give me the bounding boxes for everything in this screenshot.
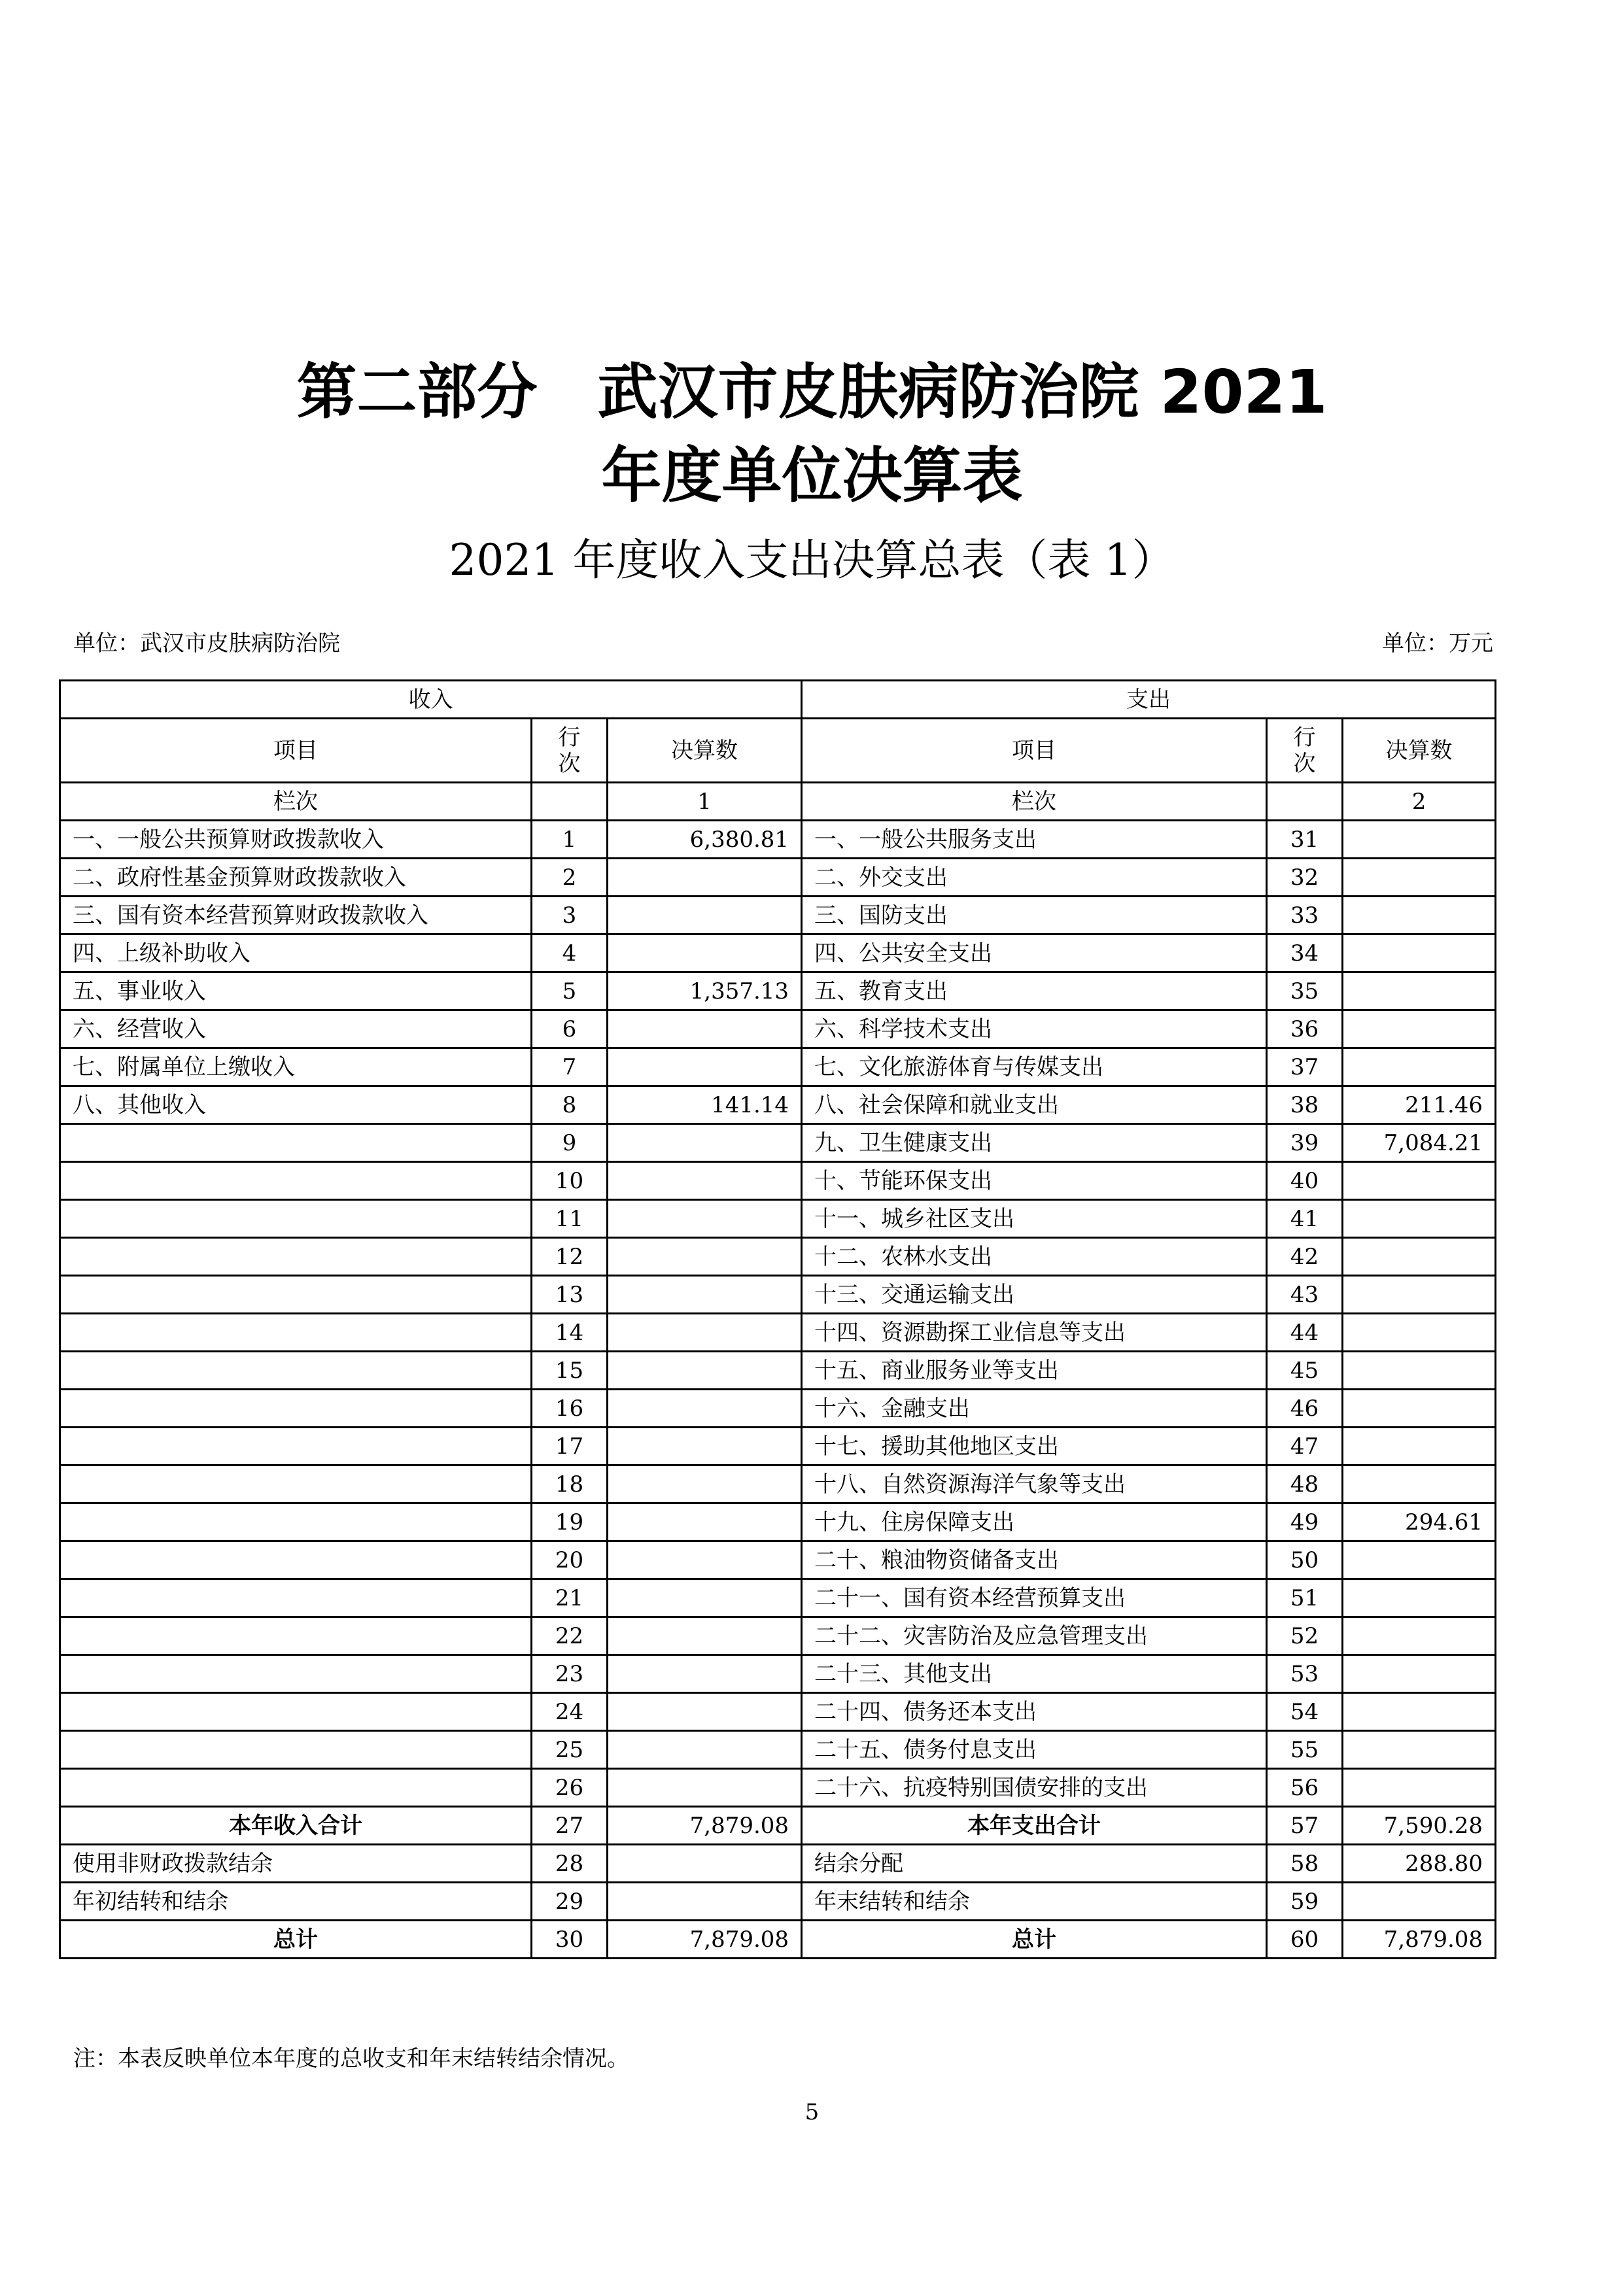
table-row <box>60 1693 1496 1731</box>
expense-amount-cell: 211.46 <box>1343 1086 1496 1124</box>
income-item-cell <box>60 1731 532 1769</box>
table-row <box>60 1124 1496 1162</box>
expense-item-cell: 十九、住房保障支出 <box>802 1503 1267 1541</box>
expense-amount-cell: 288.80 <box>1343 1845 1496 1883</box>
expense-item-cell: 五、教育支出 <box>802 972 1267 1010</box>
table-row <box>60 1200 1496 1238</box>
table-row <box>60 897 1496 934</box>
expense-item-cell: 十五、商业服务业等支出 <box>802 1352 1267 1390</box>
expense-item-cell: 二十二、灾害防治及应急管理支出 <box>802 1617 1267 1655</box>
income-amount-cell <box>608 1352 802 1390</box>
income-amount-cell <box>608 1390 802 1428</box>
income-item-cell: 总计 <box>60 1921 532 1959</box>
income-item-cell <box>60 1693 532 1731</box>
income-amount-cell <box>608 1276 802 1314</box>
income-index-number: 1 <box>608 783 802 821</box>
income-item-cell <box>60 1579 532 1617</box>
income-item-cell: 一、一般公共预算财政拨款收入 <box>60 821 532 859</box>
table-subtitle: 2021 年度收入支出决算总表（表 1） <box>449 535 1175 585</box>
income-amount-cell <box>608 1731 802 1769</box>
income-amount-cell: 6,380.81 <box>608 821 802 859</box>
income-line-cell: 15 <box>532 1352 608 1390</box>
income-amount-cell <box>608 1048 802 1086</box>
expense-item-cell: 四、公共安全支出 <box>802 934 1267 972</box>
table-row <box>60 1086 1496 1124</box>
table-row <box>60 859 1496 897</box>
expense-index-line <box>1267 783 1343 821</box>
income-item-cell <box>60 1124 532 1162</box>
income-index-line <box>532 783 608 821</box>
table-row <box>60 1010 1496 1048</box>
income-line-cell: 16 <box>532 1390 608 1428</box>
income-amount-cell <box>608 1541 802 1579</box>
expense-line-cell: 53 <box>1267 1655 1343 1693</box>
expense-amount-cell: 7,590.28 <box>1343 1807 1496 1845</box>
income-item-cell: 四、上级补助收入 <box>60 934 532 972</box>
table-row <box>60 1617 1496 1655</box>
expense-line-cell: 42 <box>1267 1238 1343 1276</box>
expense-item-cell: 三、国防支出 <box>802 897 1267 934</box>
income-line-cell: 20 <box>532 1541 608 1579</box>
income-line-cell: 11 <box>532 1200 608 1238</box>
income-amount-cell <box>608 1655 802 1693</box>
table-row <box>60 1731 1496 1769</box>
income-amount-cell <box>608 1579 802 1617</box>
expense-amount-cell <box>1343 972 1496 1010</box>
expense-amount-cell <box>1343 1390 1496 1428</box>
expense-line-cell: 34 <box>1267 934 1343 972</box>
expense-item-cell: 二十、粮油物资储备支出 <box>802 1541 1267 1579</box>
income-item-cell: 使用非财政拨款结余 <box>60 1845 532 1883</box>
income-item-cell <box>60 1276 532 1314</box>
expense-amount-cell <box>1343 1010 1496 1048</box>
income-expense-table <box>59 679 1496 1959</box>
expense-line-cell: 56 <box>1267 1769 1343 1807</box>
expense-amount-header: 决算数 <box>1343 719 1496 783</box>
income-line-cell: 3 <box>532 897 608 934</box>
table-row <box>60 1541 1496 1579</box>
expense-amount-cell <box>1343 934 1496 972</box>
income-amount-cell <box>608 934 802 972</box>
section-header-row <box>60 681 1496 719</box>
income-amount-cell <box>608 1010 802 1048</box>
income-amount-cell <box>608 1883 802 1921</box>
income-line-cell: 7 <box>532 1048 608 1086</box>
income-item-cell: 七、附属单位上缴收入 <box>60 1048 532 1086</box>
income-line-header <box>532 719 608 783</box>
income-line-cell: 25 <box>532 1731 608 1769</box>
table-row <box>60 1048 1496 1086</box>
expense-line-cell: 48 <box>1267 1465 1343 1503</box>
expense-amount-cell <box>1343 897 1496 934</box>
expense-line-header <box>1267 719 1343 783</box>
income-amount-cell <box>608 859 802 897</box>
expense-amount-cell <box>1343 1238 1496 1276</box>
table-row <box>60 934 1496 972</box>
expense-line-cell: 36 <box>1267 1010 1343 1048</box>
income-amount-cell <box>608 1124 802 1162</box>
income-item-cell <box>60 1162 532 1200</box>
expense-item-cell: 十二、农林水支出 <box>802 1238 1267 1276</box>
income-item-cell: 八、其他收入 <box>60 1086 532 1124</box>
income-item-cell <box>60 1465 532 1503</box>
expense-line-cell: 60 <box>1267 1921 1343 1959</box>
income-line-cell: 24 <box>532 1693 608 1731</box>
expense-line-cell: 49 <box>1267 1503 1343 1541</box>
total-row <box>60 1921 1496 1959</box>
income-line-cell: 27 <box>532 1807 608 1845</box>
expense-item-cell: 总计 <box>802 1921 1267 1959</box>
expense-line-cell: 57 <box>1267 1807 1343 1845</box>
table-row <box>60 1352 1496 1390</box>
expense-item-cell: 十、节能环保支出 <box>802 1162 1267 1200</box>
table-row <box>60 1579 1496 1617</box>
expense-section-header: 支出 <box>802 681 1496 719</box>
table-row <box>60 1276 1496 1314</box>
expense-line-cell: 39 <box>1267 1124 1343 1162</box>
table-row <box>60 1655 1496 1693</box>
income-amount-cell <box>608 1693 802 1731</box>
table-row <box>60 1162 1496 1200</box>
expense-item-cell: 二十一、国有资本经营预算支出 <box>802 1579 1267 1617</box>
expense-line-cell: 46 <box>1267 1390 1343 1428</box>
income-item-cell: 六、经营收入 <box>60 1010 532 1048</box>
income-item-cell <box>60 1617 532 1655</box>
income-amount-cell: 141.14 <box>608 1086 802 1124</box>
income-item-cell <box>60 1428 532 1465</box>
expense-amount-cell <box>1343 1465 1496 1503</box>
income-item-cell <box>60 1314 532 1352</box>
income-line-cell: 18 <box>532 1465 608 1503</box>
income-line-cell: 21 <box>532 1579 608 1617</box>
expense-amount-cell <box>1343 821 1496 859</box>
income-line-cell: 14 <box>532 1314 608 1352</box>
income-line-cell: 8 <box>532 1086 608 1124</box>
expense-item-cell: 九、卫生健康支出 <box>802 1124 1267 1162</box>
income-line-cell: 13 <box>532 1276 608 1314</box>
expense-amount-cell <box>1343 1617 1496 1655</box>
expense-item-cell: 七、文化旅游体育与传媒支出 <box>802 1048 1267 1086</box>
expense-line-cell: 44 <box>1267 1314 1343 1352</box>
expense-line-cell: 37 <box>1267 1048 1343 1086</box>
income-line-cell: 6 <box>532 1010 608 1048</box>
document-title-line1: 第二部分 武汉市皮肤病防治院 2021 <box>296 357 1328 427</box>
income-amount-cell <box>608 1314 802 1352</box>
expense-amount-cell <box>1343 1314 1496 1352</box>
income-amount-cell: 7,879.08 <box>608 1807 802 1845</box>
expense-item-cell: 二十六、抗疫特别国债安排的支出 <box>802 1769 1267 1807</box>
expense-item-cell: 十七、援助其他地区支出 <box>802 1428 1267 1465</box>
reporting-unit: 单位：武汉市皮肤病防治院 <box>73 630 340 657</box>
expense-item-cell: 二十三、其他支出 <box>802 1655 1267 1693</box>
document-title-line2: 年度单位决算表 <box>601 441 1023 511</box>
income-line-cell: 9 <box>532 1124 608 1162</box>
table-row <box>60 821 1496 859</box>
page-number: 5 <box>804 2099 820 2125</box>
expense-index-number: 2 <box>1343 783 1496 821</box>
income-amount-cell <box>608 1769 802 1807</box>
income-amount-cell <box>608 1428 802 1465</box>
income-item-cell: 二、政府性基金预算财政拨款收入 <box>60 859 532 897</box>
expense-amount-cell <box>1343 1693 1496 1731</box>
line-header-top: 行 <box>1293 724 1316 751</box>
income-line-cell: 22 <box>532 1617 608 1655</box>
expense-item-cell: 结余分配 <box>802 1845 1267 1883</box>
expense-item-cell: 八、社会保障和就业支出 <box>802 1086 1267 1124</box>
expense-item-cell: 二十五、债务付息支出 <box>802 1731 1267 1769</box>
income-line-cell: 29 <box>532 1883 608 1921</box>
expense-item-cell: 十六、金融支出 <box>802 1390 1267 1428</box>
income-section-header: 收入 <box>60 681 802 719</box>
table-row <box>60 1845 1496 1883</box>
income-amount-header: 决算数 <box>608 719 802 783</box>
table-row <box>60 1314 1496 1352</box>
expense-item-cell: 二、外交支出 <box>802 859 1267 897</box>
table-row <box>60 1238 1496 1276</box>
income-item-cell: 本年收入合计 <box>60 1807 532 1845</box>
expense-amount-cell <box>1343 1162 1496 1200</box>
expense-line-cell: 51 <box>1267 1579 1343 1617</box>
income-amount-cell <box>608 1200 802 1238</box>
income-amount-cell <box>608 1162 802 1200</box>
expense-amount-cell: 7,084.21 <box>1343 1124 1496 1162</box>
income-line-cell: 10 <box>532 1162 608 1200</box>
expense-item-cell: 十八、自然资源海洋气象等支出 <box>802 1465 1267 1503</box>
expense-index-label: 栏次 <box>802 783 1267 821</box>
expense-amount-cell: 7,879.08 <box>1343 1921 1496 1959</box>
expense-line-cell: 58 <box>1267 1845 1343 1883</box>
income-amount-cell: 1,357.13 <box>608 972 802 1010</box>
income-line-cell: 26 <box>532 1769 608 1807</box>
income-line-cell: 28 <box>532 1845 608 1883</box>
expense-item-cell: 六、科学技术支出 <box>802 1010 1267 1048</box>
income-amount-cell <box>608 1238 802 1276</box>
expense-amount-cell <box>1343 859 1496 897</box>
expense-line-cell: 55 <box>1267 1731 1343 1769</box>
expense-line-cell: 32 <box>1267 859 1343 897</box>
income-line-cell: 2 <box>532 859 608 897</box>
expense-item-cell: 年末结转和结余 <box>802 1883 1267 1921</box>
income-line-cell: 12 <box>532 1238 608 1276</box>
expense-item-cell: 二十四、债务还本支出 <box>802 1693 1267 1731</box>
income-item-cell <box>60 1238 532 1276</box>
income-item-cell <box>60 1390 532 1428</box>
table-row <box>60 1503 1496 1541</box>
expense-amount-cell <box>1343 1579 1496 1617</box>
income-item-cell <box>60 1541 532 1579</box>
expense-line-cell: 38 <box>1267 1086 1343 1124</box>
subtotal-row <box>60 1807 1496 1845</box>
expense-amount-cell: 294.61 <box>1343 1503 1496 1541</box>
expense-line-cell: 45 <box>1267 1352 1343 1390</box>
income-item-cell <box>60 1655 532 1693</box>
expense-line-cell: 52 <box>1267 1617 1343 1655</box>
income-line-cell: 4 <box>532 934 608 972</box>
line-header-top: 行 <box>558 724 581 751</box>
table-row <box>60 1883 1496 1921</box>
expense-line-cell: 54 <box>1267 1693 1343 1731</box>
expense-line-cell: 40 <box>1267 1162 1343 1200</box>
expense-amount-cell <box>1343 1200 1496 1238</box>
income-amount-cell <box>608 1845 802 1883</box>
income-item-cell: 年初结转和结余 <box>60 1883 532 1921</box>
income-amount-cell <box>608 1465 802 1503</box>
expense-item-header: 项目 <box>802 719 1267 783</box>
income-amount-cell <box>608 897 802 934</box>
expense-line-cell: 33 <box>1267 897 1343 934</box>
expense-line-cell: 35 <box>1267 972 1343 1010</box>
expense-line-cell: 41 <box>1267 1200 1343 1238</box>
expense-line-cell: 59 <box>1267 1883 1343 1921</box>
table-row <box>60 1769 1496 1807</box>
income-amount-cell: 7,879.08 <box>608 1921 802 1959</box>
income-amount-cell <box>608 1617 802 1655</box>
table-row <box>60 1465 1496 1503</box>
expense-amount-cell <box>1343 1352 1496 1390</box>
income-line-cell: 30 <box>532 1921 608 1959</box>
income-line-cell: 17 <box>532 1428 608 1465</box>
table-row <box>60 1428 1496 1465</box>
expense-line-cell: 43 <box>1267 1276 1343 1314</box>
expense-amount-cell <box>1343 1655 1496 1693</box>
expense-line-cell: 47 <box>1267 1428 1343 1465</box>
expense-amount-cell <box>1343 1048 1496 1086</box>
column-header-row <box>60 719 1496 783</box>
line-header-bottom: 次 <box>1293 750 1316 777</box>
income-item-cell: 三、国有资本经营预算财政拨款收入 <box>60 897 532 934</box>
expense-item-cell: 一、一般公共服务支出 <box>802 821 1267 859</box>
income-item-header: 项目 <box>60 719 532 783</box>
line-header-bottom: 次 <box>558 750 581 777</box>
column-index-row <box>60 783 1496 821</box>
income-line-cell: 1 <box>532 821 608 859</box>
table-row <box>60 1390 1496 1428</box>
income-item-cell: 五、事业收入 <box>60 972 532 1010</box>
expense-item-cell: 十三、交通运输支出 <box>802 1276 1267 1314</box>
expense-line-cell: 31 <box>1267 821 1343 859</box>
expense-item-cell: 十四、资源勘探工业信息等支出 <box>802 1314 1267 1352</box>
income-item-cell <box>60 1503 532 1541</box>
currency-unit: 单位：万元 <box>1382 630 1493 657</box>
income-line-cell: 23 <box>532 1655 608 1693</box>
expense-amount-cell <box>1343 1731 1496 1769</box>
income-line-cell: 19 <box>532 1503 608 1541</box>
expense-amount-cell <box>1343 1769 1496 1807</box>
income-item-cell <box>60 1769 532 1807</box>
expense-item-cell: 本年支出合计 <box>802 1807 1267 1845</box>
income-line-cell: 5 <box>532 972 608 1010</box>
expense-amount-cell <box>1343 1883 1496 1921</box>
expense-amount-cell <box>1343 1428 1496 1465</box>
table-note: 注：本表反映单位本年度的总收支和年末结转结余情况。 <box>73 2046 629 2072</box>
income-amount-cell <box>608 1503 802 1541</box>
table-row <box>60 972 1496 1010</box>
expense-line-cell: 50 <box>1267 1541 1343 1579</box>
expense-amount-cell <box>1343 1276 1496 1314</box>
income-item-cell <box>60 1352 532 1390</box>
income-index-label: 栏次 <box>60 783 532 821</box>
income-item-cell <box>60 1200 532 1238</box>
expense-amount-cell <box>1343 1541 1496 1579</box>
expense-item-cell: 十一、城乡社区支出 <box>802 1200 1267 1238</box>
